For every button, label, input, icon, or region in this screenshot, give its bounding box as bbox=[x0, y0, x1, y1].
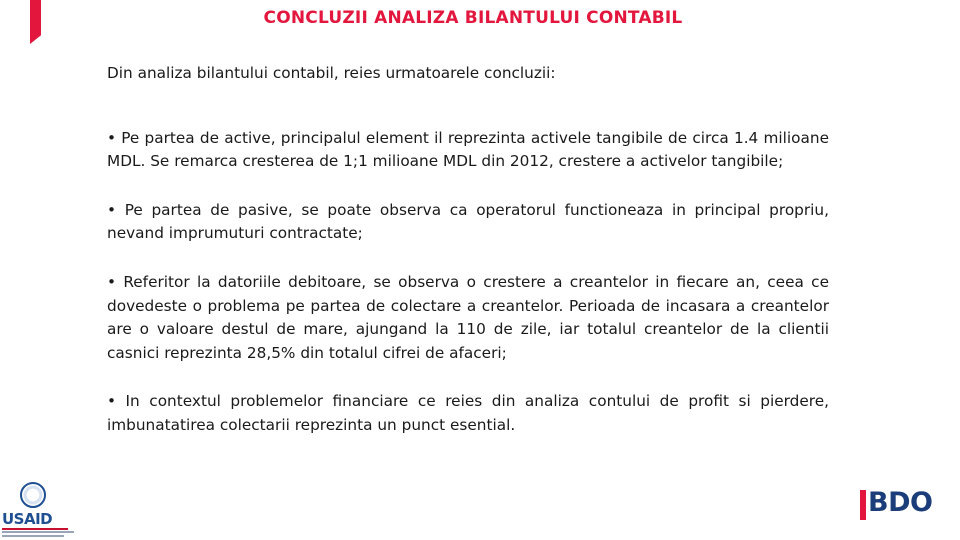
intro-text: Din analiza bilantului contabil, reies urmatoarele concluzii: bbox=[107, 64, 556, 82]
usaid-seal-icon bbox=[20, 482, 46, 508]
bullet-item: • Referitor la datoriile debitoare, se observa o crestere a creantelor in fiecare an, ceea ce dovedeste o problema pe partea de colectare a creantelor. Perioada de incasara a creantelor are o valoare destul de mare, ajungand la 110 de zile, iar totalul creantelor de la clientii casnici reprezinta 28,5% din totalul cifrei de afaceri; bbox=[107, 272, 829, 362]
usaid-tagline bbox=[2, 535, 64, 537]
slide-body bbox=[107, 62, 829, 463]
bdo-accent-bar bbox=[860, 490, 866, 520]
slide-title: CONCLUZII ANALIZA BILANTULUI CONTABIL bbox=[263, 8, 683, 28]
bdo-wordmark: BDO bbox=[868, 487, 933, 518]
bullet-item: • Pe partea de pasive, se poate observa ca operatorul functioneaza in principal propriu, nevand imprumuturi contractate; bbox=[107, 200, 829, 243]
usaid-divider bbox=[2, 528, 68, 530]
bullet-item: • In contextul problemelor financiare ce reies din analiza contului de profit si pierdere, imbunatatirea colectarii reprezinta un punct esential. bbox=[107, 392, 829, 434]
usaid-wordmark: USAID bbox=[2, 510, 53, 528]
usaid-tagline bbox=[2, 531, 74, 533]
usaid-logo bbox=[0, 480, 76, 540]
bullet-item: • Pe partea de active, principalul element il reprezinta activele tangibile de circa 1.4 milioane MDL. Se remarca cresterea de 1;1 milioane MDL din 2012, crestere a activelor tangibile; bbox=[107, 128, 829, 171]
